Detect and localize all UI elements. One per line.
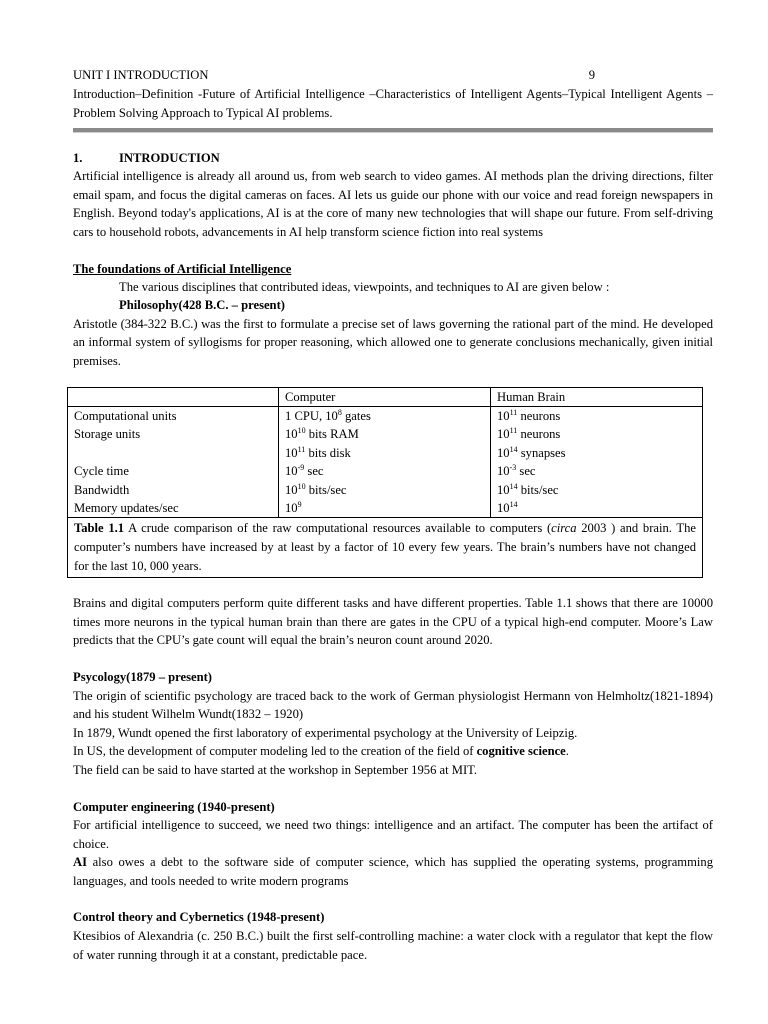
table-row [68,406,703,425]
computer-engineering-heading: Computer engineering (1940-present) [73,799,275,814]
table-row [68,481,703,499]
computer-value-base: 10 [285,482,298,497]
brain-value-exponent: 11 [509,407,518,417]
unit-title: UNIT I INTRODUCTION [73,68,209,82]
comparison-table [67,387,703,579]
unit-topics: Introduction–Definition -Future of Artificial Intelligence –Characteristics of Intelligent Agents–Typical Intelligent Agents –Problem Solving Approach to Typical AI problems. [73,87,713,120]
brain-value [491,462,703,480]
table-header-computer: Computer [279,387,491,406]
caption-circa: circa [551,521,577,536]
computer-value [279,425,491,443]
foundations-heading: The foundations of Artificial Intelligence [73,261,292,276]
brain-value-exponent: 14 [509,499,518,509]
section-heading [73,149,713,167]
table-row [68,444,703,462]
computer-value-base: 10 [285,500,298,515]
brain-value-unit: neurons [517,408,561,423]
row-label-text: Computational units [74,408,177,423]
foundations-lead: The various disciplines that contributed ideas, viewpoints, and techniques to AI are given below : [119,279,610,294]
row-label [68,462,279,480]
brain-value [491,499,703,518]
row-label [68,425,279,443]
ai-term: AI [73,855,87,870]
computer-value-exponent: 11 [297,444,306,454]
table-header-row [68,387,703,406]
computer-value-base: 1 CPU, 10 [285,408,338,423]
computer-value-exponent: 9 [297,499,302,509]
brain-value-unit: neurons [517,427,561,442]
brain-value-base: 10 [497,482,510,497]
brains-paragraph: Brains and digital computers perform quite different tasks and have different properties. Table 1.1 shows that there are 10000 times more neurons in the typical human brain than there are gates in the CPU of a typical high-end computer. Moore’s Law predicts that the CPU’s gate count will equal the brain’s neuron count around 2020. [73,596,713,648]
row-label [68,481,279,499]
table-caption-row [68,518,703,578]
row-label [68,406,279,425]
brain-value-base: 10 [497,427,510,442]
brain-value-exponent: 14 [509,481,518,491]
brain-value [491,481,703,499]
row-label-text: Bandwidth [74,482,130,497]
row-label-text: Storage units [74,427,141,442]
table-caption [68,518,703,578]
caption-label: Table 1.1 [74,521,125,536]
brain-value-base: 10 [497,464,510,479]
computer-value [279,406,491,425]
caption-text-a: A crude comparison of the raw computational resources available to computers ( [124,521,552,536]
table-row [68,425,703,443]
brain-value-unit: synapses [517,445,566,460]
computer-value [279,499,491,518]
row-label [68,499,279,518]
computer-value-unit: bits disk [305,445,351,460]
computer-value-unit: sec [304,464,324,479]
running-header [73,66,713,85]
section-title: INTRODUCTION [119,151,220,166]
philosophy-paragraph: Aristotle (384-322 B.C.) was the first to formulate a precise set of laws governing the rational part of the mind. He developed an informal system of syllogisms for proper reasoning, which allowed one to generate conclusions mechanically, given initial premises. [73,316,713,368]
row-label-text: Memory updates/sec [74,500,179,515]
computer-value [279,481,491,499]
control-theory-heading: Control theory and Cybernetics (1948-present) [73,910,325,925]
brain-value-base: 10 [497,408,510,423]
computer-value-base: 10 [285,427,298,442]
computer-value [279,444,491,462]
header-divider [73,128,713,133]
caption-text-b: 2003 ) and brain. The computer’s numbers have increased by at least by a factor of 10 every few years. The brain’s numbers have not changed for the last 10, 000 years. [74,521,696,573]
brain-value [491,444,703,462]
brain-value-unit: sec [516,464,536,479]
row-label-text: Cycle time [74,464,129,479]
computer-engineering-p1: For artificial intelligence to succeed, we need two things: intelligence and an artifact. The computer has been the artifact of choice. [73,818,713,851]
psychology-p3 [73,742,713,761]
brain-value-exponent: -3 [509,463,517,473]
psychology-p2: In 1879, Wundt opened the first laboratory of experimental psychology at the University of Leipzig. [73,725,578,740]
brain-value-unit: bits/sec [517,482,559,497]
computer-value-exponent: 8 [337,407,342,417]
brain-value-exponent: 14 [509,444,518,454]
page-number: 9 [588,68,595,82]
control-theory-p1: Ktesibios of Alexandria (c. 250 B.C.) built the first self-controlling machine: a water clock with a regulator that kept the flow of water running through it at a constant, predictable pace. [73,929,713,962]
section-number: 1. [73,151,83,166]
brain-value-base: 10 [497,500,510,515]
computer-engineering-p2-rest: also owes a debt to the software side of computer science, which has supplied the operating systems, programming languages, and tools needed to write modern programs [73,855,713,888]
brain-value-exponent: 11 [509,426,518,436]
computer-value-exponent: 10 [297,481,306,491]
brain-value [491,406,703,425]
table-header-blank [68,387,279,406]
computer-value-base: 10 [285,445,298,460]
computer-value-exponent: 10 [297,426,306,436]
psychology-p3-pre: In US, the development of computer modeling led to the creation of the field of [73,744,477,759]
brain-value [491,425,703,443]
computer-value-base: 10 [285,464,298,479]
philosophy-heading: Philosophy(428 B.C. – present) [119,298,285,313]
intro-paragraph: Artificial intelligence is already all around us, from web search to video games. AI methods plan the driving directions, filter email spam, and focus the digital cameras on faces. AI lets us guide our phone with our voice and read foreign newspapers in English. Beyond today's applications, AI is at the core of many new technologies that will shape our future. From self-driving cars to household robots, advancements in AI help transform science fiction into real systems [73,169,713,239]
psychology-p4: The field can be said to have started at the workshop in September 1956 at MIT. [73,762,478,777]
computer-value-unit: bits/sec [305,482,347,497]
computer-value-unit: bits RAM [305,427,359,442]
document-page [73,66,713,964]
computer-engineering-p2 [73,853,713,890]
table-row [68,462,703,480]
psychology-p3-post: . [565,744,569,759]
computer-value-exponent: -9 [297,463,305,473]
brain-value-base: 10 [497,445,510,460]
psychology-p1: The origin of scientific psychology are traced back to the work of German physiologist Hermann von Helmholtz(1821-1894) and his student Wilhelm Wundt(1832 – 1920) [73,688,713,722]
cognitive-science-term: cognitive science [476,744,566,759]
table-header-brain: Human Brain [491,387,703,406]
psychology-heading: Psycology(1879 – present) [73,669,212,684]
table-row [68,499,703,518]
row-label [68,444,279,462]
computer-value [279,462,491,480]
computer-value-unit: gates [341,408,371,423]
